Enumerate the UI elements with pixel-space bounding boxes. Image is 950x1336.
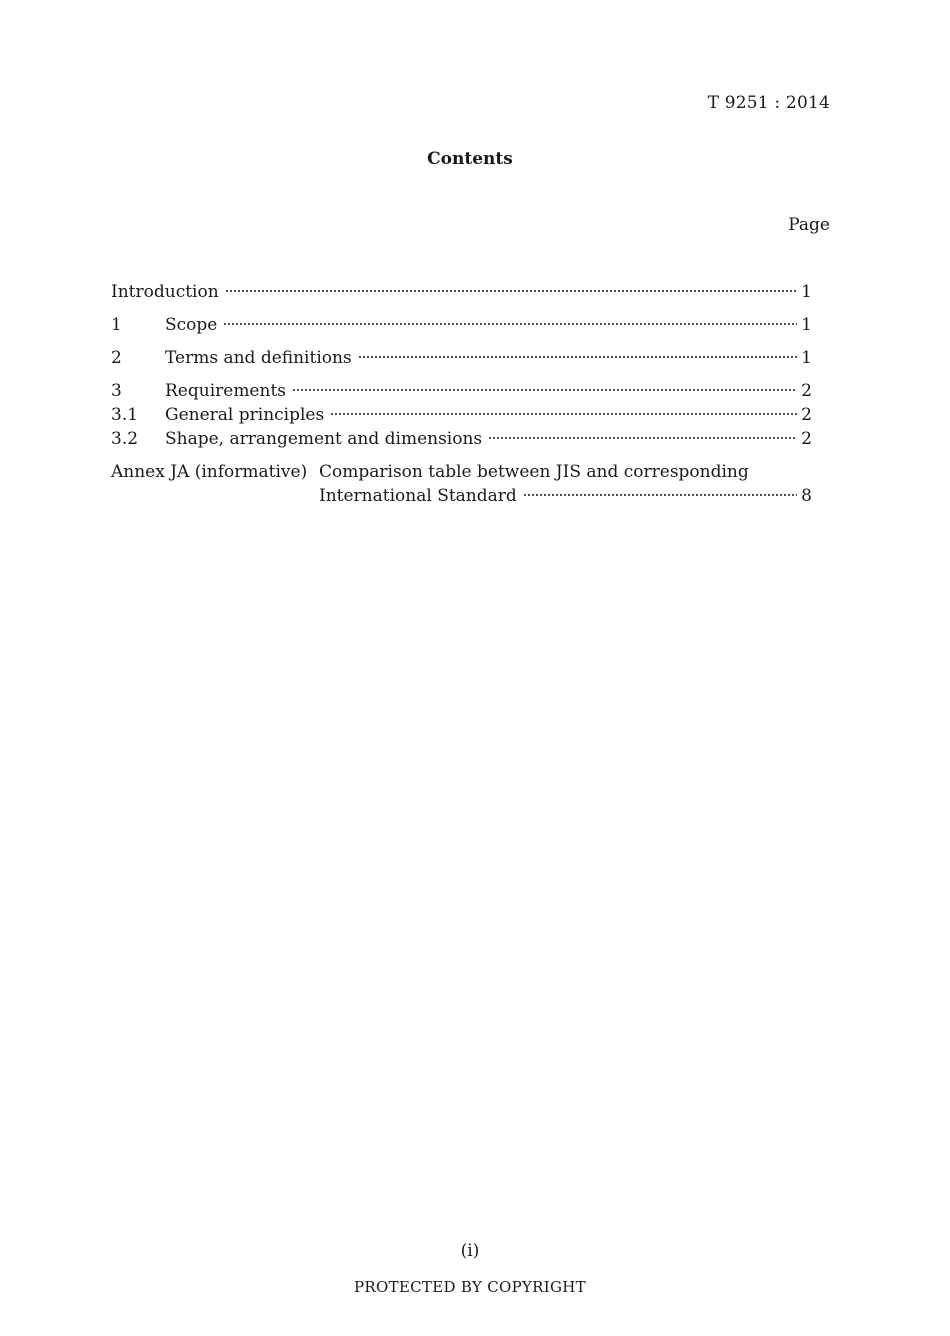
dot-leader <box>225 290 798 292</box>
dot-leader <box>488 437 797 439</box>
toc-entry-title: General principles <box>165 405 325 425</box>
toc-entry-page: 1 <box>801 315 812 335</box>
toc-entry-terms[interactable] <box>111 346 812 370</box>
page-column-label: Page <box>788 215 830 235</box>
page-title: Contents <box>427 149 513 169</box>
toc-entry-number: 1 <box>111 315 122 335</box>
toc-entry-page: 2 <box>801 381 812 401</box>
toc-entry-number: 3 <box>111 381 122 401</box>
toc-entry-page: 2 <box>801 429 812 449</box>
toc-entry-introduction[interactable] <box>111 280 812 304</box>
toc-entry-shape[interactable] <box>111 427 812 451</box>
table-of-contents <box>111 280 812 508</box>
annex-title-line <box>319 484 812 508</box>
toc-entry-page: 8 <box>801 486 812 506</box>
toc-entry-scope[interactable] <box>111 313 812 337</box>
annex-title-block <box>319 460 812 508</box>
toc-entry-annex-ja[interactable] <box>111 460 812 508</box>
dot-leader <box>223 323 797 325</box>
annex-title-line <box>319 460 812 484</box>
toc-entry-number: 3.1 <box>111 405 139 425</box>
toc-entry-page: 1 <box>801 348 812 368</box>
toc-entry-page: 1 <box>801 282 812 302</box>
footer-page-number: (i) <box>460 1241 480 1261</box>
toc-entry-general-principles[interactable] <box>111 403 812 427</box>
annex-title-line1: Comparison table between JIS and corresponding <box>319 462 749 482</box>
toc-entry-title: Shape, arrangement and dimensions <box>165 429 483 449</box>
toc-entry-title: Introduction <box>111 282 219 302</box>
copyright-notice: PROTECTED BY COPYRIGHT <box>354 1278 586 1296</box>
toc-entry-requirements[interactable] <box>111 379 812 403</box>
dot-leader <box>523 494 797 496</box>
toc-entry-number: 2 <box>111 348 122 368</box>
standard-number: T 9251 : 2014 <box>707 93 830 113</box>
toc-entry-page: 2 <box>801 405 812 425</box>
dot-leader <box>330 413 797 415</box>
dot-leader <box>358 356 798 358</box>
toc-entry-title: Requirements <box>165 381 287 401</box>
dot-leader <box>292 389 797 391</box>
annex-label: Annex JA (informative) <box>111 462 308 482</box>
toc-entry-title: Terms and definitions <box>165 348 352 368</box>
annex-title-line2: International Standard <box>319 486 517 506</box>
toc-entry-number: 3.2 <box>111 429 139 449</box>
toc-entry-title: Scope <box>165 315 218 335</box>
